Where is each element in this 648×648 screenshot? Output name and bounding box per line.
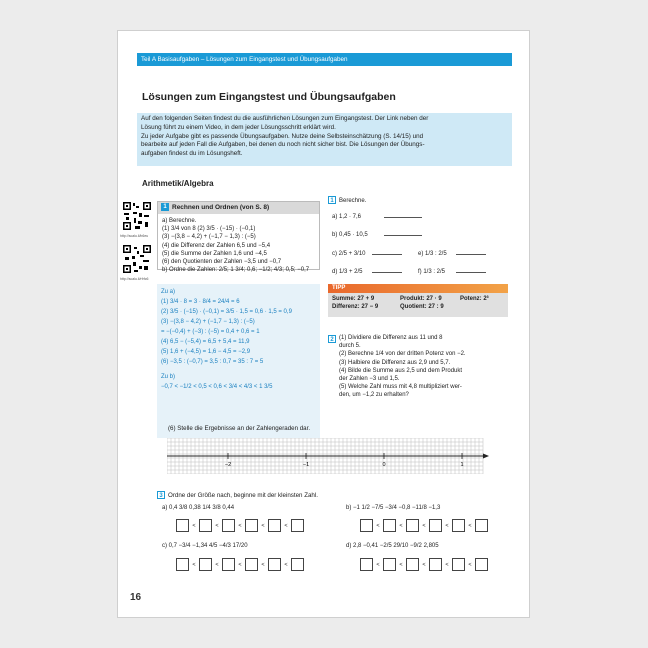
- axis-tick-label: −2: [224, 462, 232, 468]
- solution-b-label: Zu b): [161, 374, 176, 380]
- qr-caption: http://scalu.li/b6eu: [120, 234, 149, 238]
- section-heading: Arithmetik/Algebra: [142, 179, 214, 188]
- less-than-sign: <: [284, 561, 288, 568]
- less-than-sign: <: [215, 561, 219, 568]
- exercise-item: d) 1/3 + 2/5: [332, 268, 363, 275]
- task1-line: (5) die Summe der Zahlen 1,6 und −4,5: [162, 250, 267, 257]
- answer-box[interactable]: [475, 558, 488, 571]
- less-than-sign: <: [445, 522, 449, 529]
- tipp-power: Potenz: 2³: [460, 296, 489, 302]
- solution-b-line: −0,7 < −1/2 < 0,5 < 0,6 < 3/4 < 4/3 < 1 3/5: [161, 384, 273, 390]
- task-r1-label: Berechne.: [339, 198, 367, 204]
- number-line-grid[interactable]: [167, 438, 489, 474]
- task1-title: Rechnen und Ordnen (von S. 8): [172, 204, 270, 211]
- task3-b: b) −1 1/2 −7/5 −3/4 −0,8 −11/8 −1,3: [346, 505, 441, 511]
- less-than-sign: <: [376, 561, 380, 568]
- tipp-body: [328, 293, 508, 317]
- less-than-sign: <: [468, 522, 472, 529]
- solution-line: (5) 1,6 + (−4,5) = 1,6 − 4,5 = −2,9: [161, 349, 251, 355]
- answer-box[interactable]: [222, 558, 235, 571]
- task-r2-line: durch 5.: [339, 343, 361, 350]
- order-boxes-a: [176, 519, 304, 532]
- exercise-item: f) 1/3 : 2/5: [418, 268, 446, 275]
- less-than-sign: <: [238, 522, 242, 529]
- task1-line: (6) den Quotienten der Zahlen −3,5 und −0,7: [162, 259, 282, 266]
- less-than-sign: <: [192, 561, 196, 568]
- solution-line: (2) 3/5 · (−15) · (−0,1) = 3/5 · 1,5 = 0,6 · 1,5 = 0,9: [161, 309, 292, 315]
- task-r2-line: (3) Halbiere die Differenz aus 2,9 und 5,7.: [339, 359, 451, 366]
- answer-box[interactable]: [383, 519, 396, 532]
- task-r2-line: (4) Bilde die Summe aus 2,5 und dem Produkt: [339, 367, 463, 374]
- less-than-sign: <: [261, 561, 265, 568]
- solution-a-label: Zu a): [161, 289, 176, 295]
- less-than-sign: <: [192, 522, 196, 529]
- axis-tick-label: −1: [302, 462, 310, 468]
- tipp-quotient: Quotient: 27 : 9: [400, 304, 444, 311]
- qr-code-icon[interactable]: [122, 201, 152, 231]
- answer-box[interactable]: [245, 558, 258, 571]
- answer-box[interactable]: [268, 558, 281, 571]
- less-than-sign: <: [399, 522, 403, 529]
- header-bar: Teil A Basisaufgaben – Lösungen zum Eingangstest und Übungsaufgaben: [137, 53, 512, 66]
- answer-box[interactable]: [268, 519, 281, 532]
- answer-line[interactable]: [372, 248, 402, 255]
- tipp-sum: Summe: 27 + 9: [332, 296, 375, 302]
- intro-line: Lösung führt zu einem Video, in dem jeder Lösungsschritt erklärt wird.: [141, 123, 336, 131]
- intro-line: bearbeite auf jeden Fall die Aufgaben, bei denen du noch nicht sicher bist. Die Lösungen der Übungs-: [141, 141, 425, 149]
- less-than-sign: <: [468, 561, 472, 568]
- exercise-item: e) 1/3 : 2/5: [418, 250, 447, 257]
- answer-box[interactable]: [360, 558, 373, 571]
- exercise-item: a) 1,2 · 7,6: [332, 214, 362, 221]
- book-page: [117, 30, 530, 618]
- task-r1: [328, 196, 508, 280]
- task3-instruction: [157, 491, 318, 499]
- answer-box[interactable]: [383, 558, 396, 571]
- answer-box[interactable]: [199, 519, 212, 532]
- less-than-sign: <: [261, 522, 265, 529]
- axis-tick-label: 0: [382, 462, 386, 468]
- task1-line: a) Berechne.: [162, 218, 197, 224]
- less-than-sign: <: [238, 561, 242, 568]
- answer-line[interactable]: [384, 229, 422, 236]
- qr-code-icon[interactable]: [122, 244, 152, 274]
- answer-line[interactable]: [384, 211, 422, 218]
- answer-box[interactable]: [406, 558, 419, 571]
- solution-line: = −(−0,4) + (−3) : (−5) = 0,4 + 0,6 = 1: [161, 329, 260, 335]
- task-r2: [328, 334, 508, 400]
- intro-line: Zu jeder Aufgabe gibt es passende Übungsaufgaben. Nutze deine Selbsteinschätzung (S. 14/15) und: [141, 132, 424, 140]
- task3-d: d) 2,8 −0,41 −2/5 29/10 −9/2 2,805: [346, 543, 439, 549]
- answer-box[interactable]: [429, 558, 442, 571]
- task3-label: Ordne der Größe nach, beginne mit der kleinsten Zahl.: [168, 492, 318, 499]
- answer-box[interactable]: [176, 519, 189, 532]
- qr-caption: http://scalu.li/rfrfc6: [120, 277, 149, 281]
- answer-line[interactable]: [456, 266, 486, 273]
- order-boxes-c: [176, 558, 304, 571]
- less-than-sign: <: [399, 561, 403, 568]
- order-boxes-b: [360, 519, 488, 532]
- answer-box[interactable]: [176, 558, 189, 571]
- solution-line: (4) 6,5 − (−5,4) = 6,5 + 5,4 = 11,9: [161, 339, 250, 345]
- less-than-sign: <: [422, 522, 426, 529]
- task-r2-line: (2) Berechne 1/4 von der dritten Potenz von −2.: [339, 351, 466, 358]
- task1-line: (3) −(3,8 − 4,2) + (−1,7 − 1,3) : (−5): [162, 234, 256, 241]
- answer-line[interactable]: [456, 248, 486, 255]
- solution-line: (6) −3,5 : (−0,7) = 3,5 : 0,7 = 35 : 7 = 5: [161, 359, 264, 365]
- tipp-header: TIPP: [328, 284, 508, 293]
- task1-line: (1) 3/4 von 8 (2) 3/5 · (−15) · (−0,1): [162, 226, 256, 233]
- task-number: 1: [161, 203, 169, 211]
- less-than-sign: <: [376, 522, 380, 529]
- tipp-difference: Differenz: 27 − 9: [332, 304, 379, 311]
- task3-c: c) 0,7 −3/4 −1,34 4/5 −4/3 17/20: [162, 543, 248, 549]
- less-than-sign: <: [284, 522, 288, 529]
- answer-box[interactable]: [452, 519, 465, 532]
- answer-box[interactable]: [475, 519, 488, 532]
- intro-line: Auf den folgenden Seiten findest du die ausführlichen Lösungen zum Eingangstest. Der Link neben der: [141, 115, 429, 122]
- order-boxes-d: [360, 558, 488, 571]
- answer-box[interactable]: [360, 519, 373, 532]
- task-r2-line: den, um −1,2 zu erhalten?: [339, 392, 409, 399]
- task1-box: [157, 201, 320, 274]
- exercise-item: c) 2/5 + 3/10: [332, 250, 366, 257]
- answer-line[interactable]: [372, 266, 402, 273]
- answer-box[interactable]: [199, 558, 212, 571]
- answer-box[interactable]: [291, 558, 304, 571]
- task-r2-line: der Zahlen −3 und 1,5.: [339, 376, 400, 383]
- task-number: 3: [157, 491, 165, 499]
- intro-box: [137, 113, 512, 166]
- task1-line: (4) die Differenz der Zahlen 6,5 und −5,4: [162, 242, 271, 249]
- intro-line: aufgaben findest du im Lösungsheft.: [141, 150, 243, 158]
- less-than-sign: <: [445, 561, 449, 568]
- page-title: Lösungen zum Eingangstest und Übungsaufgaben: [142, 91, 396, 103]
- task3-a: a) 0,4 3/8 0,38 1/4 3/8 0,44: [162, 505, 235, 511]
- exercise-item: b) 0,45 · 10,5: [332, 232, 368, 239]
- task-number: 2: [328, 335, 336, 343]
- task-r2-line: (1) Dividiere die Differenz aus 11 und 8: [339, 335, 443, 341]
- answer-box[interactable]: [429, 519, 442, 532]
- solution-box: [157, 284, 320, 438]
- tipp-product: Produkt: 27 · 9: [400, 296, 442, 302]
- solution-line: (1) 3/4 · 8 = 3 · 8/4 = 24/4 = 6: [161, 299, 240, 305]
- answer-box[interactable]: [245, 519, 258, 532]
- solution-line: (3) −(3,8 − 4,2) + (−1,7 − 1,3) : (−5): [161, 319, 255, 325]
- task6-instruction: (6) Stelle die Ergebnisse an der Zahlengeraden dar.: [168, 425, 311, 432]
- answer-box[interactable]: [406, 519, 419, 532]
- less-than-sign: <: [215, 522, 219, 529]
- less-than-sign: <: [422, 561, 426, 568]
- task-r2-line: (5) Welche Zahl muss mit 4,8 multipliziert wer-: [339, 384, 462, 391]
- answer-box[interactable]: [452, 558, 465, 571]
- task-number: 1: [328, 196, 336, 204]
- answer-box[interactable]: [222, 519, 235, 532]
- page-number: 16: [130, 592, 142, 603]
- answer-box[interactable]: [291, 519, 304, 532]
- axis-tick-label: 1: [460, 462, 464, 468]
- task1-heading: [158, 202, 319, 214]
- task1-line: b) Ordne die Zahlen: 2/5; 1 3/4; 0,6; −1/2; 4/3; 0,5; −0,7: [162, 267, 310, 274]
